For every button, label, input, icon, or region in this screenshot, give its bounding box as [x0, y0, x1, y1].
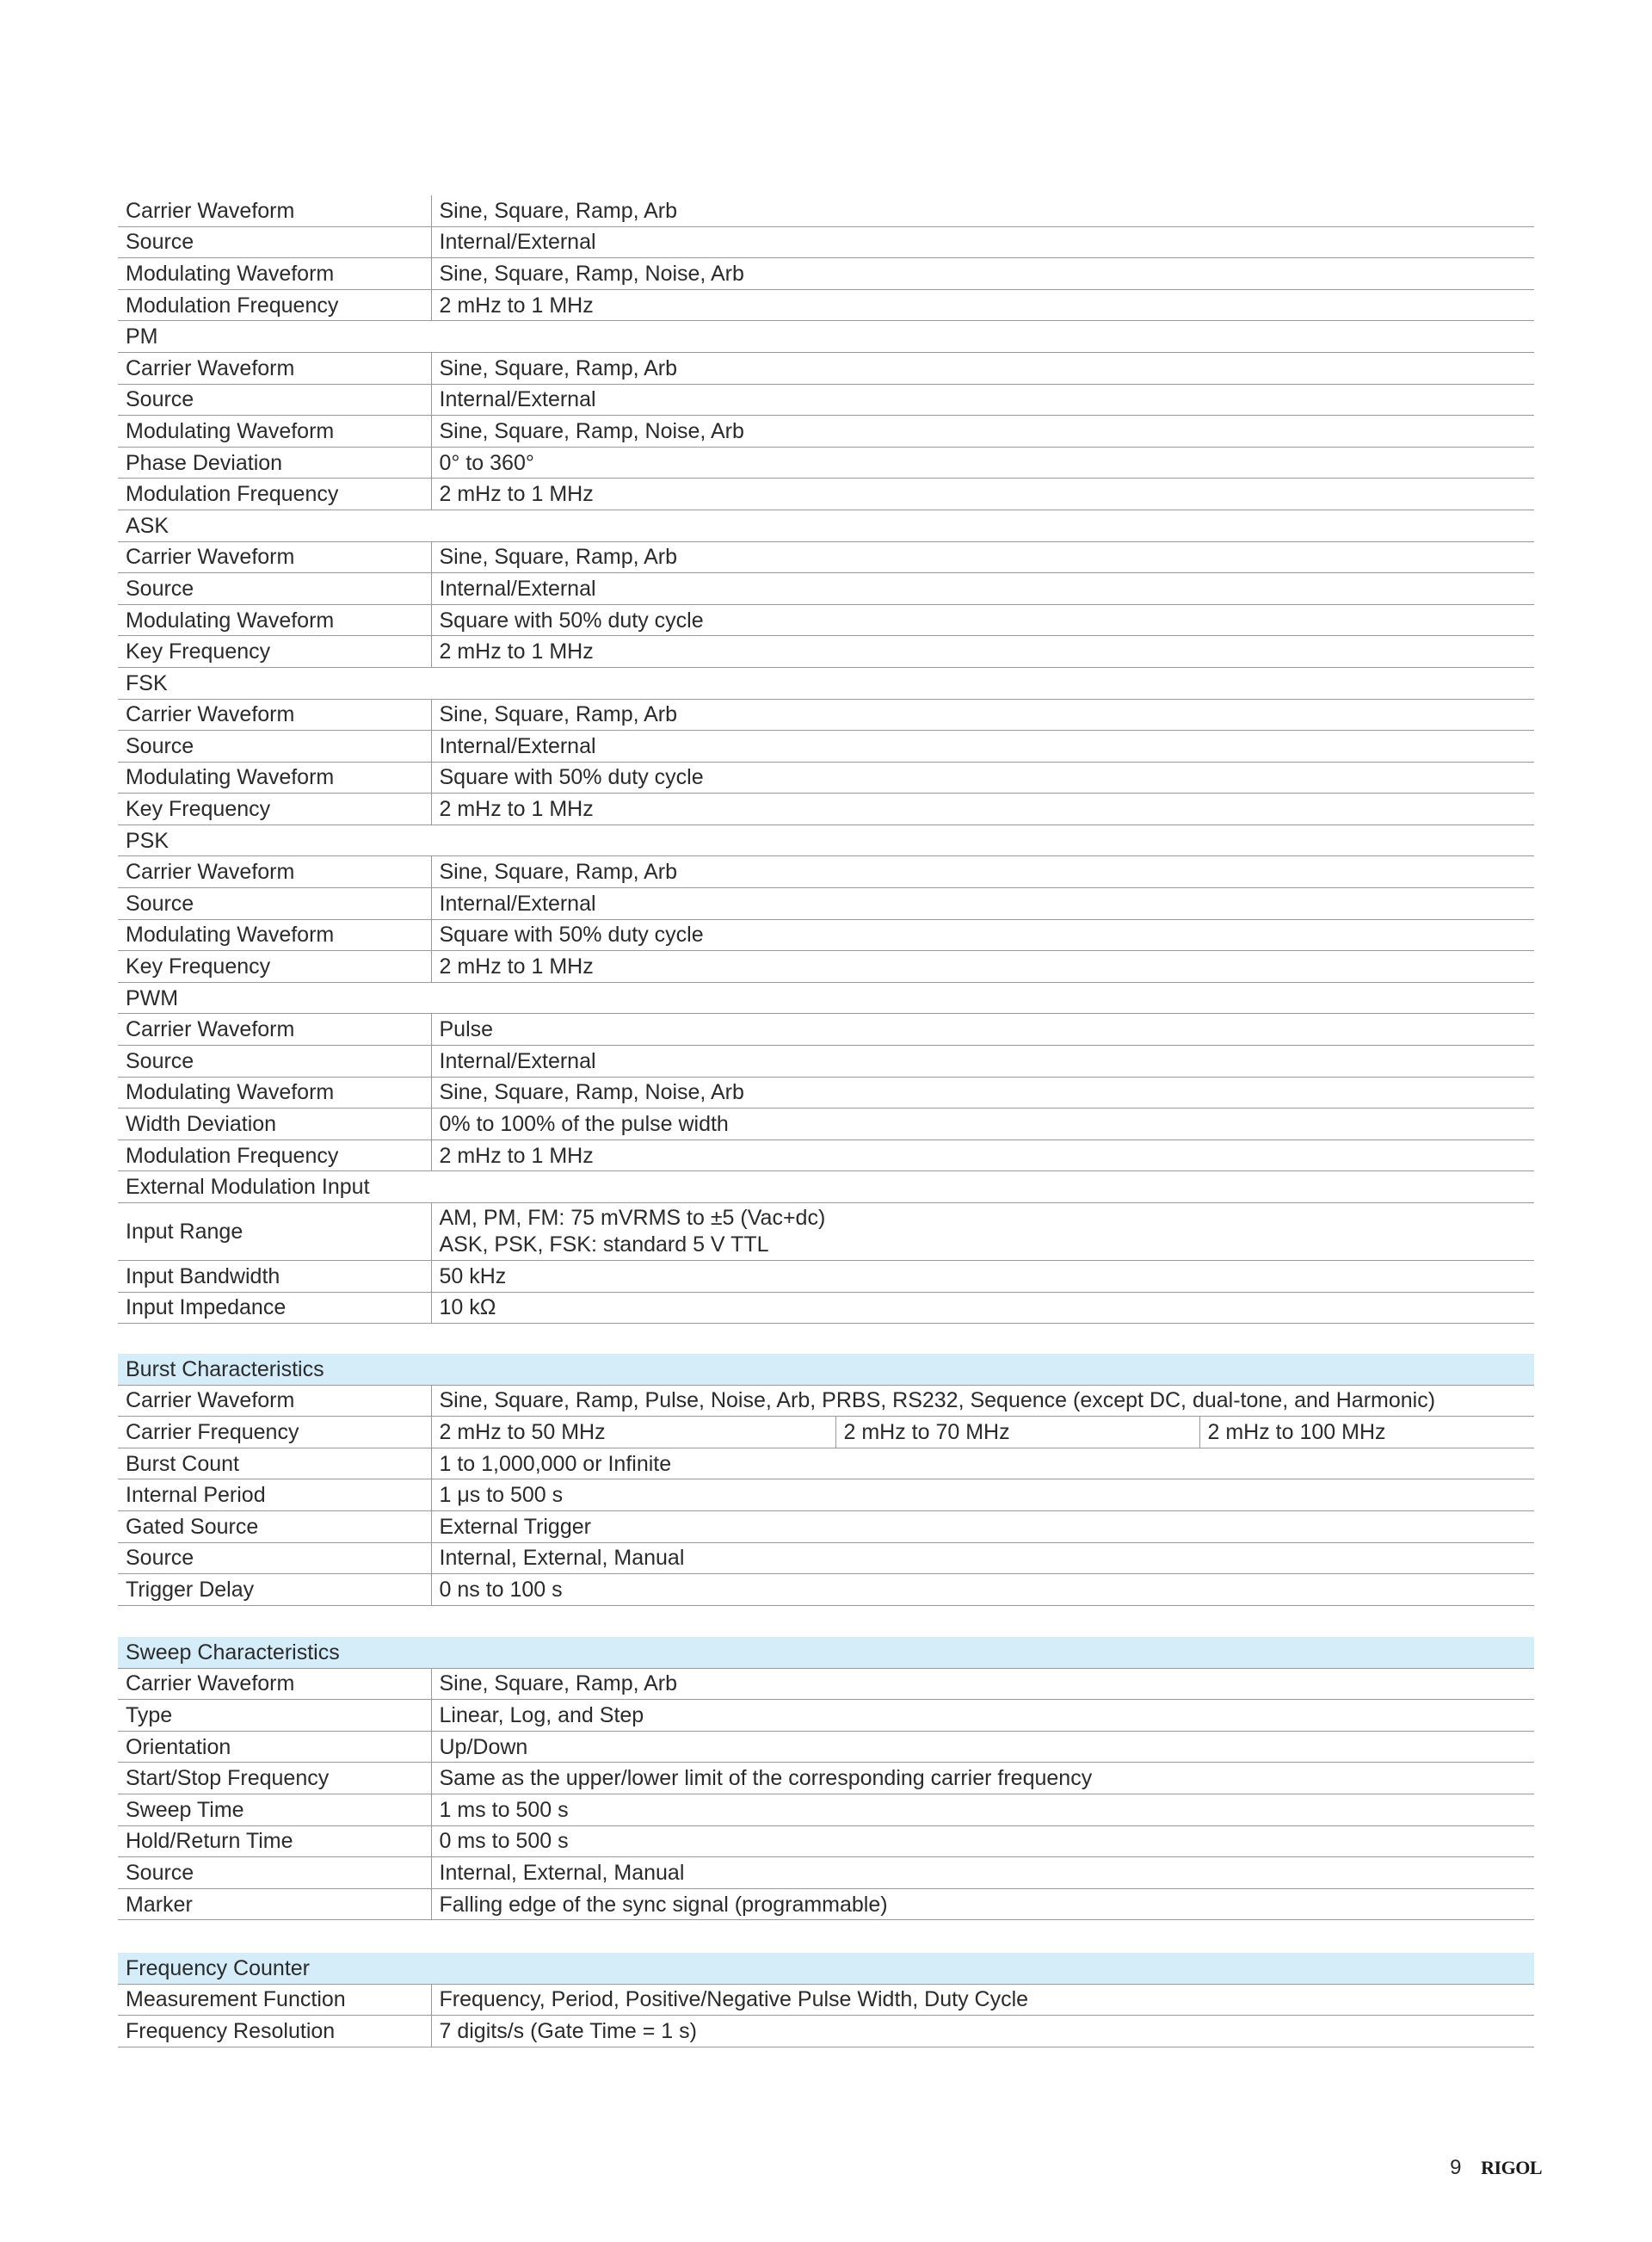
spec-value: Square with 50% duty cycle [431, 762, 1534, 794]
spec-label: Source [118, 1046, 431, 1078]
section-title: Burst Characteristics [118, 1354, 1534, 1385]
spec-value: Sine, Square, Ramp, Noise, Arb [431, 1077, 1534, 1109]
spec-label: Source [118, 1542, 431, 1574]
spec-row [118, 573, 1534, 605]
spec-row [118, 1668, 1534, 1700]
spec-value: 2 mHz to 1 MHz [431, 951, 1534, 983]
spec-row [118, 1888, 1534, 1920]
spec-value: 2 mHz to 1 MHz [431, 636, 1534, 668]
spec-label: Carrier Waveform [118, 1385, 431, 1417]
spec-label: Source [118, 573, 431, 605]
spec-label: Key Frequency [118, 794, 431, 825]
subsection-header: PM [118, 321, 1534, 353]
spec-row [118, 1203, 1534, 1261]
subsection-header: PWM [118, 982, 1534, 1014]
spec-label: Modulating Waveform [118, 258, 431, 290]
spec-value: 1 to 1,000,000 or Infinite [431, 1448, 1534, 1479]
subsection-header-row [118, 982, 1534, 1014]
spec-row [118, 2016, 1534, 2047]
spec-row [118, 1574, 1534, 1606]
spec-label: Carrier Waveform [118, 1014, 431, 1046]
spec-row [118, 1542, 1534, 1574]
spec-label: Marker [118, 1888, 431, 1920]
spec-value: Sine, Square, Ramp, Noise, Arb [431, 416, 1534, 448]
spec-value: Sine, Square, Ramp, Pulse, Noise, Arb, PRBS, RS232, Sequence (except DC, dual-tone, and Harmonic) [431, 1385, 1534, 1417]
spec-label: Sweep Time [118, 1794, 431, 1825]
modulation-spec-table [118, 195, 1534, 1324]
spec-row [118, 352, 1534, 384]
spec-row [118, 226, 1534, 258]
spec-value: Linear, Log, and Step [431, 1700, 1534, 1732]
subsection-header-row [118, 667, 1534, 699]
spec-label: Input Range [118, 1203, 431, 1261]
burst-characteristics-table [118, 1354, 1534, 1606]
spec-row [118, 1077, 1534, 1109]
spec-value [431, 1203, 1534, 1261]
spec-label: Modulation Frequency [118, 289, 431, 321]
spec-row [118, 1292, 1534, 1324]
spec-value: Sine, Square, Ramp, Noise, Arb [431, 258, 1534, 290]
spec-label: Carrier Waveform [118, 856, 431, 888]
spec-row [118, 919, 1534, 951]
spec-label: Source [118, 888, 431, 920]
spec-value: Internal/External [431, 888, 1534, 920]
spec-row [118, 1417, 1534, 1448]
spec-label: Type [118, 1700, 431, 1732]
spec-label: Gated Source [118, 1510, 431, 1542]
spec-value: Sine, Square, Ramp, Arb [431, 1668, 1534, 1700]
spec-value: Square with 50% duty cycle [431, 604, 1534, 636]
spec-label: Source [118, 384, 431, 416]
subsection-header: External Modulation Input [118, 1171, 1534, 1203]
section-title-row [118, 1953, 1534, 1984]
spec-value: 0 ns to 100 s [431, 1574, 1534, 1606]
spec-label: Modulating Waveform [118, 416, 431, 448]
spec-row [118, 447, 1534, 479]
spec-row [118, 384, 1534, 416]
spec-value: 7 digits/s (Gate Time = 1 s) [431, 2016, 1534, 2047]
spec-value: Internal/External [431, 573, 1534, 605]
spec-value: Sine, Square, Ramp, Arb [431, 699, 1534, 731]
spec-label: Source [118, 1857, 431, 1889]
spec-value: 2 mHz to 1 MHz [431, 479, 1534, 510]
spec-row [118, 636, 1534, 668]
spec-value: Internal, External, Manual [431, 1542, 1534, 1574]
spec-value: Up/Down [431, 1731, 1534, 1763]
spec-row [118, 289, 1534, 321]
sweep-characteristics-table [118, 1637, 1534, 1920]
spec-row [118, 1700, 1534, 1732]
spec-value: Same as the upper/lower limit of the corresponding carrier frequency [431, 1763, 1534, 1794]
spec-value: Internal/External [431, 384, 1534, 416]
spec-label: Carrier Waveform [118, 541, 431, 573]
spec-row [118, 951, 1534, 983]
spec-label: Key Frequency [118, 951, 431, 983]
spec-row [118, 258, 1534, 290]
spec-label: Burst Count [118, 1448, 431, 1479]
spec-value: Sine, Square, Ramp, Arb [431, 856, 1534, 888]
spec-value: 1 μs to 500 s [431, 1479, 1534, 1511]
spec-row [118, 1109, 1534, 1140]
spec-value-line: AM, PM, FM: 75 mVRMS to ±5 (Vac+dc) [439, 1206, 826, 1230]
spec-value: Sine, Square, Ramp, Arb [431, 352, 1534, 384]
spec-value: Internal, External, Manual [431, 1857, 1534, 1889]
spec-label: Carrier Waveform [118, 1668, 431, 1700]
spec-label: Key Frequency [118, 636, 431, 668]
spec-row [118, 1479, 1534, 1511]
spec-row [118, 1763, 1534, 1794]
spec-row [118, 762, 1534, 794]
spec-row [118, 1510, 1534, 1542]
subsection-header-row [118, 510, 1534, 541]
rigol-logo: RIGOL [1481, 2157, 1542, 2178]
spec-value-line: ASK, PSK, FSK: standard 5 V TTL [439, 1232, 769, 1257]
spec-label: Input Impedance [118, 1292, 431, 1324]
spec-row [118, 794, 1534, 825]
spec-label: Start/Stop Frequency [118, 1763, 431, 1794]
spec-value: Falling edge of the sync signal (programmable) [431, 1888, 1534, 1920]
spec-label: Phase Deviation [118, 447, 431, 479]
spec-row [118, 1794, 1534, 1825]
spec-label: Carrier Frequency [118, 1417, 431, 1448]
subsection-header: FSK [118, 667, 1534, 699]
spec-value: Sine, Square, Ramp, Arb [431, 195, 1534, 226]
spec-row [118, 1448, 1534, 1479]
spec-value: Sine, Square, Ramp, Arb [431, 541, 1534, 573]
spec-row [118, 479, 1534, 510]
spec-row [118, 195, 1534, 226]
spec-row [118, 888, 1534, 920]
spec-row [118, 1857, 1534, 1889]
spec-row [118, 541, 1534, 573]
spec-row [118, 1825, 1534, 1857]
spec-value-column-1: 2 mHz to 50 MHz [431, 1417, 835, 1448]
spec-row [118, 1014, 1534, 1046]
spec-value: Internal/External [431, 1046, 1534, 1078]
spec-label: Width Deviation [118, 1109, 431, 1140]
spec-label: Source [118, 731, 431, 763]
spec-label: Modulating Waveform [118, 1077, 431, 1109]
spec-row [118, 699, 1534, 731]
spec-value: 0 ms to 500 s [431, 1825, 1534, 1857]
spec-label: Modulation Frequency [118, 479, 431, 510]
spec-row [118, 1261, 1534, 1293]
spec-label: Carrier Waveform [118, 352, 431, 384]
spec-value: Pulse [431, 1014, 1534, 1046]
spec-label: Modulating Waveform [118, 762, 431, 794]
spec-value: Internal/External [431, 731, 1534, 763]
subsection-header: ASK [118, 510, 1534, 541]
spec-row [118, 416, 1534, 448]
page-footer [1450, 2156, 1542, 2180]
spec-row [118, 1731, 1534, 1763]
spec-value: 50 kHz [431, 1261, 1534, 1293]
spec-row [118, 1984, 1534, 2016]
spec-value: 2 mHz to 1 MHz [431, 1140, 1534, 1171]
spec-value-column-3: 2 mHz to 100 MHz [1199, 1417, 1534, 1448]
spec-label: Trigger Delay [118, 1574, 431, 1606]
spec-value: Internal/External [431, 226, 1534, 258]
spec-value: 0% to 100% of the pulse width [431, 1109, 1534, 1140]
spec-label: Input Bandwidth [118, 1261, 431, 1293]
spec-row [118, 1385, 1534, 1417]
spec-value: 2 mHz to 1 MHz [431, 289, 1534, 321]
page-number: 9 [1450, 2156, 1462, 2179]
subsection-header: PSK [118, 825, 1534, 856]
section-title-row [118, 1354, 1534, 1385]
spec-label: Modulation Frequency [118, 1140, 431, 1171]
spec-value: Square with 50% duty cycle [431, 919, 1534, 951]
spec-row [118, 1140, 1534, 1171]
spec-label: Hold/Return Time [118, 1825, 431, 1857]
subsection-header-row [118, 825, 1534, 856]
spec-row [118, 731, 1534, 763]
spec-row [118, 856, 1534, 888]
section-title: Frequency Counter [118, 1953, 1534, 1984]
spec-value: 1 ms to 500 s [431, 1794, 1534, 1825]
subsection-header-row [118, 1171, 1534, 1203]
subsection-header-row [118, 321, 1534, 353]
section-title: Sweep Characteristics [118, 1637, 1534, 1668]
spec-label: Internal Period [118, 1479, 431, 1511]
spec-label: Orientation [118, 1731, 431, 1763]
spec-value: 10 kΩ [431, 1292, 1534, 1324]
spec-value-column-2: 2 mHz to 70 MHz [835, 1417, 1199, 1448]
spec-value: 2 mHz to 1 MHz [431, 794, 1534, 825]
spec-label: Frequency Resolution [118, 2016, 431, 2047]
spec-row [118, 1046, 1534, 1078]
spec-label: Source [118, 226, 431, 258]
spec-value: External Trigger [431, 1510, 1534, 1542]
section-title-row [118, 1637, 1534, 1668]
frequency-counter-table [118, 1953, 1534, 2047]
spec-label: Measurement Function [118, 1984, 431, 2016]
spec-label: Modulating Waveform [118, 604, 431, 636]
spec-label: Modulating Waveform [118, 919, 431, 951]
spec-label: Carrier Waveform [118, 699, 431, 731]
spec-value: 0° to 360° [431, 447, 1534, 479]
spec-label: Carrier Waveform [118, 195, 431, 226]
spec-row [118, 604, 1534, 636]
spec-value: Frequency, Period, Positive/Negative Pulse Width, Duty Cycle [431, 1984, 1534, 2016]
